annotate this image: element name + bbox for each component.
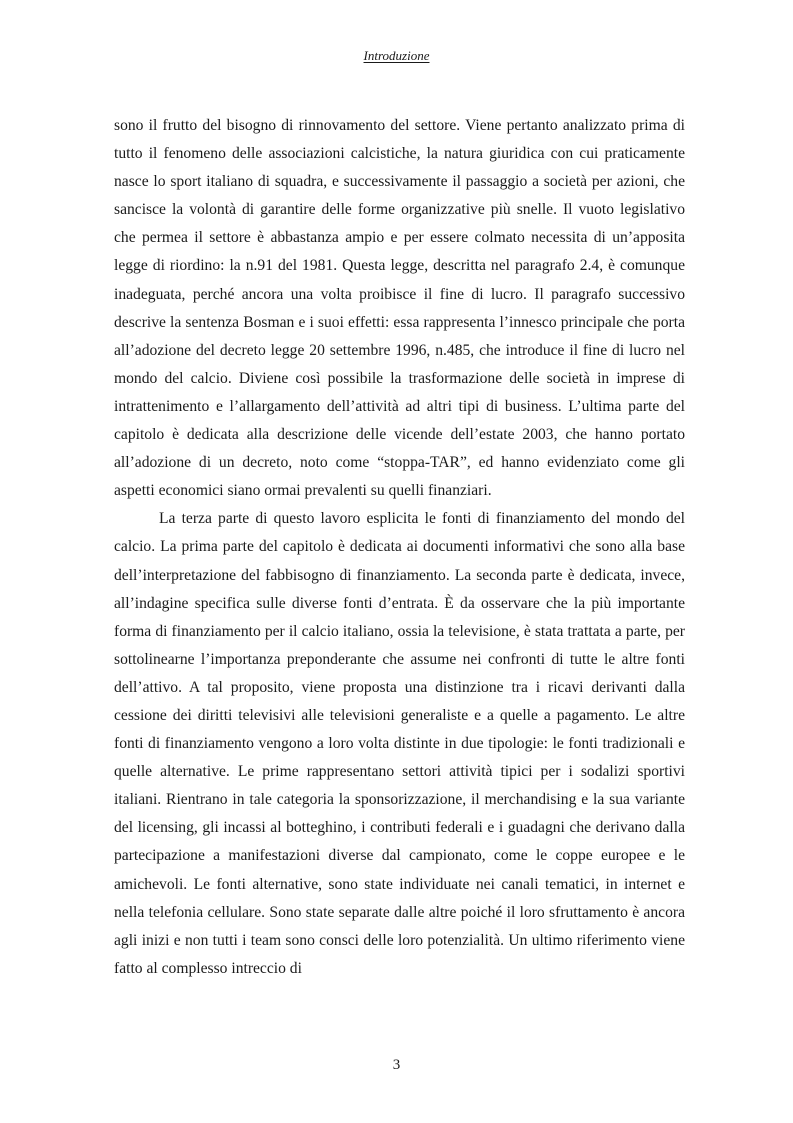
page-number: 3 xyxy=(392,1057,401,1073)
running-header-title: Introduzione xyxy=(363,48,430,63)
running-header xyxy=(0,48,793,64)
body-text xyxy=(114,112,685,983)
paragraph-third-part: La terza parte di questo lavoro esplicita le fonti di finanziamento del mondo del calcio. La prima parte del capitolo è dedicata ai documenti informativi che sono alla base dell’interpretazione del fabbisogno di finanziamento. La seconda parte è dedicata, invece, all’indagine specifica sulle diverse fonti d’entrata. È da osservare che la più importante forma di finanziamento per il calcio italiano, ossia la televisione, è stata trattata a parte, per sottolinearne l’importanza preponderante che assume nei confronti di tutte le altre fonti dell’attivo. A tal proposito, viene proposta una distinzione tra i ricavi derivanti dalla cessione dei diritti televisivi alle televisioni generaliste e a quelle a pagamento. Le altre fonti di finanziamento vengono a loro volta distinte in due tipologie: le fonti tradizionali e quelle alternative. Le prime rappresentano settori attività tipici per i sodalizi sportivi italiani. Rientrano in tale categoria la sponsorizzazione, il merchandising e la sua variante del licensing, gli incassi al botteghino, i contributi federali e i guadagni che derivano dalla partecipazione a manifestazioni diverse dal campionato, come le coppe europee e le amichevoli. Le fonti alternative, sono state individuate nei canali tematici, in internet e nella telefonia cellulare. Sono state separate dalle altre poiché il loro sfruttamento è ancora agli inizi e non tutti i team sono consci delle loro potenzialità. Un ultimo riferimento viene fatto al complesso intreccio di xyxy=(114,510,685,977)
paragraph-continuation: sono il frutto del bisogno di rinnovamento del settore. Viene pertanto analizzato prima di tutto il fenomeno delle associazioni calcistiche, la natura giuridica con cui praticamente nasce lo sport italiano di squadra, e successivamente il passaggio a società per azioni, che sancisce la volontà di garantire delle forme organizzative più snelle. Il vuoto legislativo che permea il settore è abbastanza ampio e per essere colmato necessita di un’apposita legge di riordino: la n.91 del 1981. Questa legge, descritta nel paragrafo 2.4, è comunque inadeguata, perché ancora una volta proibisce il fine di lucro. Il paragrafo successivo descrive la sentenza Bosman e i suoi effetti: essa rappresenta l’innesco principale che porta all’adozione del decreto legge 20 settembre 1996, n.485, che introduce il fine di lucro nel mondo del calcio. Diviene così possibile la trasformazione delle società in imprese di intrattenimento e l’allargamento dell’attività ad altri tipi di business. L’ultima parte del capitolo è dedicata alla descrizione delle vicende dell’estate 2003, che hanno portato all’adozione di un decreto, noto come “stoppa-TAR”, ed hanno evidenziato come gli aspetti economici siano ormai prevalenti su quelli finanziari. xyxy=(114,117,685,500)
